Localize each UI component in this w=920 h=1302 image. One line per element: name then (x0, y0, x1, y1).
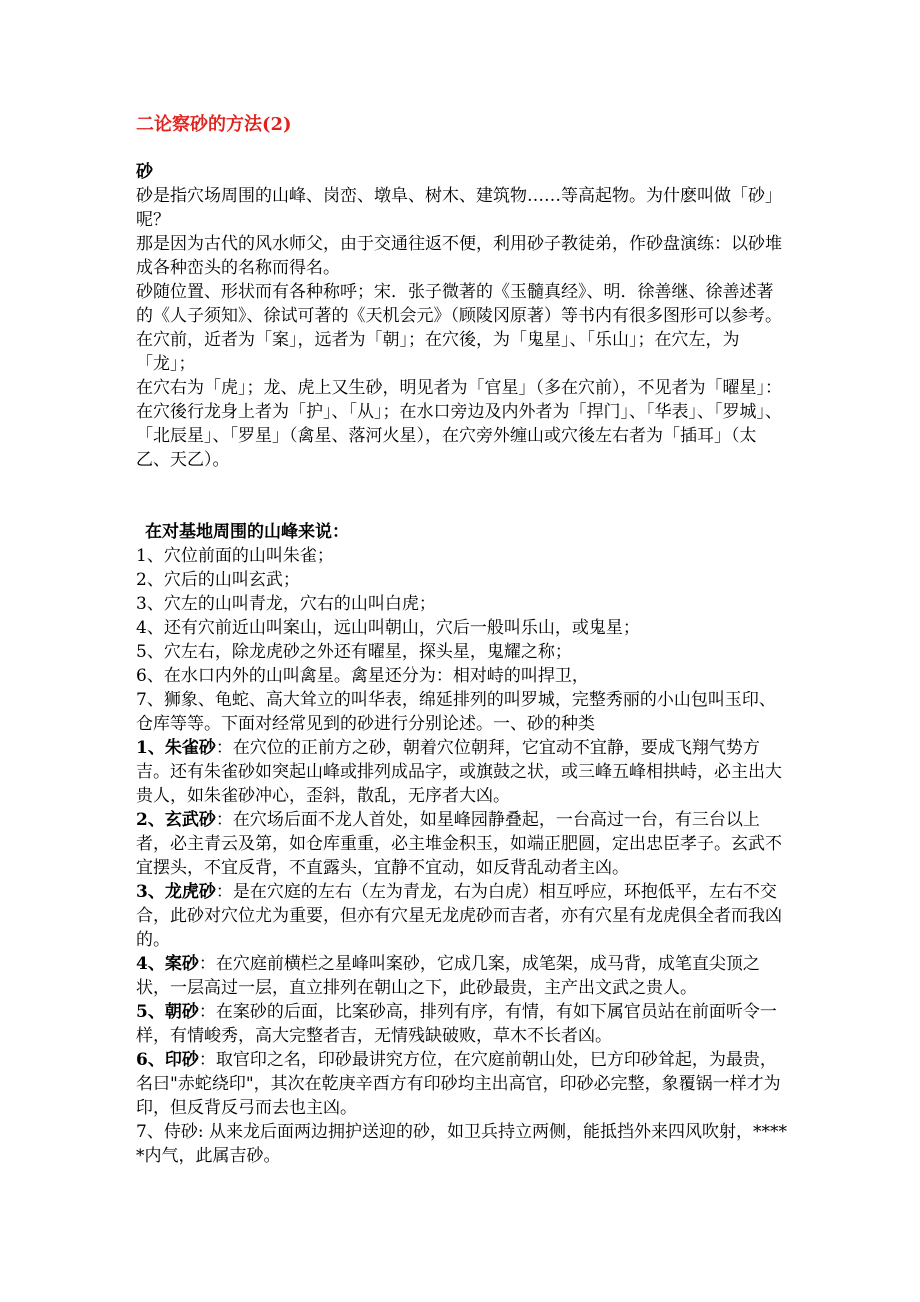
list-item: 2、穴后的山叫玄武； (136, 570, 300, 590)
section-surrounding-peaks (136, 520, 788, 736)
sand-type-item (136, 1000, 788, 1048)
sand-type-label: 4、案砂 (136, 954, 199, 974)
sand-type-text: ：在穴位的正前方之砂，朝着穴位朝拜，它宜动不宜静，要成飞翔气势方吉。还有朱雀砂如突起山峰或排列成品字，或旗鼓之状，或三峰五峰相拱峙，必主出大贵人，如朱雀砂冲心，歪斜，散乱，无序者大凶。 (136, 738, 782, 806)
sand-types-list (136, 736, 788, 1168)
sand-type-text: ：在穴场后面不龙人首处，如星峰园静叠起，一台高过一台，有三台以上者，必主青云及第，如仓库重重，必主堆金积玉，如端正肥圆，定出忠臣孝子。玄武不宜摆头，不宜反背，不直露头，宜静不宜动，如反背乱动者主凶。 (136, 810, 782, 878)
list-item: 1、穴位前面的山叫朱雀； (136, 546, 334, 566)
section-sand-definition (136, 160, 788, 472)
paragraph: 在穴右为「虎」；龙、虎上又生砂，明见者为「官星」（多在穴前），不见者为「曜星」：在穴後行龙身上者为「护」、「从」；在水口旁边及内外者为「捍门」、「华表」、「罗城」、「北辰星」、「罗星」（禽星、落河火星），在穴旁外缠山或穴後左右者为「插耳」（太乙、天乙）。 (136, 378, 782, 470)
list-item: 4、还有穴前近山叫案山，远山叫朝山，穴后一般叫乐山，或鬼星； (136, 618, 640, 638)
document-title: 二论察砂的方法(2) (136, 114, 292, 135)
section-heading-peaks: 在对基地周围的山峰来说： (145, 522, 349, 542)
sand-type-text: : 从来龙后面两边拥护送迎的砂，如卫兵持立两侧，能抵挡外来四风吹射，*****内气，此属吉砂。 (136, 1122, 787, 1166)
sand-type-label: 7、侍砂 (136, 1122, 198, 1142)
sand-type-item (136, 1120, 788, 1168)
sand-type-label: 1、朱雀砂 (136, 738, 216, 758)
sand-type-text: ：在穴庭前横栏之星峰叫案砂，它成几案，成笔架，成马背，成笔直尖顶之状，一层高过一层，直立排列在朝山之下，此砂最贵，主产出文武之贵人。 (136, 954, 760, 998)
list-item: 6、在水口内外的山叫禽星。禽星还分为：相对峙的叫捍卫， (136, 666, 589, 686)
sand-type-text: ：是在穴庭的左右（左为青龙，右为白虎）相互呼应，环抱低平，左右不交合，此砂对穴位尤为重要，但亦有穴星无龙虎砂而吉者，亦有穴星有龙虎俱全者而我凶的。 (136, 882, 782, 950)
sand-type-label: 6、印砂 (136, 1050, 199, 1070)
sand-type-item (136, 1048, 788, 1120)
list-item: 5、穴左右，除龙虎砂之外还有曜星，探头星，鬼耀之称； (136, 642, 572, 662)
sand-type-text: ：在案砂的后面，比案砂高，排列有序，有情，有如下属官员站在前面听令一样，有情峻秀，高大完整者吉，无情残缺破败，草木不长者凶。 (136, 1002, 777, 1046)
paragraph: 那是因为古代的风水师父，由于交通往返不便，利用砂子教徒弟，作砂盘演练：以砂堆成各种峦头的名称而得名。 (136, 234, 782, 278)
sand-type-item (136, 808, 788, 880)
sand-type-label: 2、玄武砂 (136, 810, 216, 830)
section-heading-sand: 砂 (136, 162, 153, 182)
spacer (136, 472, 788, 520)
sand-type-label: 5、朝砂 (136, 1002, 199, 1022)
sand-type-text: ：取官印之名，印砂最讲究方位，在穴庭前朝山处，巳方印砂耸起，为最贵，名曰"赤蛇绕印"，其次在乾庚辛酉方有印砂均主出高官，印砂必完整，象覆锅一样才为印，但反背反弓而去也主凶。 (136, 1050, 781, 1118)
list-item: 3、穴左的山叫青龙，穴右的山叫白虎； (136, 594, 436, 614)
sand-type-item (136, 736, 788, 808)
sand-type-item (136, 880, 788, 952)
list-item: 7、狮象、龟蛇、高大耸立的叫华表，绵延排列的叫罗城，完整秀丽的小山包叫玉印、仓库等等。下面对经常见到的砂进行分别论述。一、砂的种类 (136, 690, 776, 734)
paragraph: 砂随位置、形状而有各种称呼；宋．张子微著的《玉髓真经》、明．徐善继、徐善述著的《人子须知》、徐试可著的《天机会元》（顾陵冈原著）等书内有很多图形可以参考。在穴前，近者为「案」，远者为「朝」；在穴後，为「鬼星」、「乐山」；在穴左，为「龙」； (136, 282, 782, 374)
paragraph: 砂是指穴场周围的山峰、岗峦、墩阜、树木、建筑物……等高起物。为什麽叫做「砂」呢？ (136, 186, 782, 230)
sand-type-item (136, 952, 788, 1000)
sand-type-label: 3、龙虎砂 (136, 882, 216, 902)
document-page (136, 112, 788, 1168)
